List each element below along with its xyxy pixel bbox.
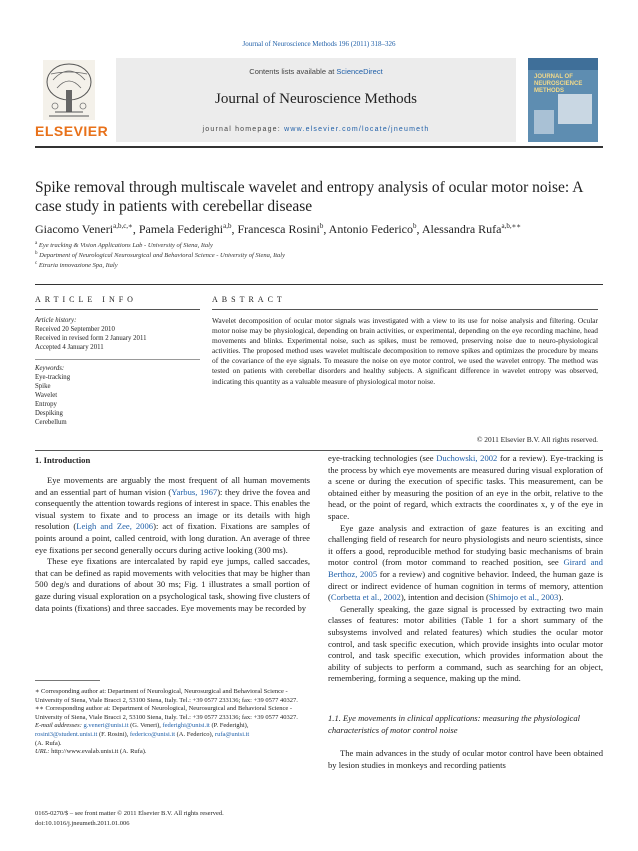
- footnotes: [35, 688, 310, 757]
- contents-line: [116, 67, 516, 76]
- article-title: Spike removal through multiscale wavelet and entropy analysis of ocular motor noise: A case study in patients with cerebellar disease: [35, 179, 583, 215]
- sciencedirect-link[interactable]: ScienceDirect: [336, 67, 383, 76]
- email-link[interactable]: rufa@unisi.it: [214, 730, 250, 738]
- footnote: ∗ Corresponding author at: Department of Neurological, Neurosurgical and Behavioral Science - University of Siena, Viale Bracci 2, 53100 Siena, Italy. Tel.: +39 0577 233136; fax: +39 0577 40327.: [35, 688, 298, 704]
- footnote-emails: [35, 722, 310, 748]
- text-run: (G. Veneri),: [128, 722, 163, 730]
- email-link[interactable]: g.veneri@unisi.it: [83, 722, 129, 730]
- paragraph: [35, 475, 310, 556]
- issn-line: 0165-0270/$ – see front matter © 2011 Elsevier B.V. All rights reserved.: [35, 810, 224, 817]
- citation-link[interactable]: Corbetta et al., 2002: [330, 592, 401, 603]
- info-separator: [35, 359, 200, 360]
- right-column-continued: [328, 748, 603, 771]
- elsevier-logo[interactable]: [35, 60, 109, 139]
- footnote-url: [35, 748, 310, 757]
- email-link[interactable]: federighi@unisi.it: [162, 722, 210, 730]
- keywords-label: Keywords:: [35, 365, 65, 372]
- text-run: ).: [558, 592, 564, 603]
- text-run: for a review). Eye-tracking is the process by which eye movements are measured during visual exploration of a scene or during the execution of specific tasks. This measurement, can be obtained either by measuring the position of an eye in the orbit, relative to the head, or the point of regard, which extracts the coordinates x, y of the eye in space.: [328, 453, 603, 521]
- info-rule: [35, 309, 200, 310]
- affiliation: [35, 251, 285, 259]
- author-affil-marker: a,b: [223, 222, 232, 230]
- text-run: (A. Federico),: [175, 730, 215, 738]
- cover-band: [528, 58, 598, 70]
- keyword: Eye-tracking: [35, 374, 71, 381]
- keywords: [35, 364, 200, 427]
- citation-link[interactable]: Leigh and Zee, 2006: [76, 521, 154, 532]
- author-name[interactable]: Alessandra Rufa: [421, 222, 502, 236]
- header-rule: [35, 284, 603, 285]
- email-label: E-mail addresses:: [35, 722, 82, 730]
- text-run: ), intention and decision (: [400, 592, 489, 603]
- contents-prefix: Contents lists available at: [249, 67, 337, 76]
- abstract-text: Wavelet decomposition of ocular motor signals was investigated with a view to its use for noise analysis and filtering. Ocular motor noise may be physiological, depending on brain activities, or experimental, depending on the eye recording machine, head movements and blinks. Experimental noise, such as spikes, must be removed, preserving noise due to neuro-physiological activities. The proposed method uses wavelet multiscale decomposition to remove spikes and optimizes the procedure by means of the covariance of the eye signals. To measure the noise on eye motor control, we used the wavelet entropy. The method was tested on patients with cerebellar disorders and healthy subjects. A significant difference in wavelet entropy was observed, indicating this quantity as a valuable measure of physiological motor noise.: [212, 316, 598, 386]
- affiliation-text: Eye tracking & Vision Applications Lab - University of Siena, Italy: [38, 242, 213, 250]
- author-name[interactable]: Pamela Federighi: [138, 222, 224, 236]
- affiliation: [35, 241, 213, 249]
- masthead-rule: [35, 146, 603, 148]
- elsevier-tree-icon: [43, 60, 95, 120]
- abstract-heading: ABSTRACT: [212, 295, 286, 304]
- email-link[interactable]: rosini3@student.unisi.it: [35, 730, 98, 738]
- citation-link[interactable]: Yarbus, 1967: [171, 486, 218, 497]
- keyword: Entropy: [35, 401, 57, 408]
- text-run: for a review) and cognitive behavior. Indeed, the human gaze is direct or indirect evidence of human cognition in terms of memory, attention (: [328, 568, 603, 603]
- keyword: Cerebellum: [35, 419, 67, 426]
- author-name[interactable]: Antonio Federico: [328, 222, 413, 236]
- article-info-heading: ARTICLE INFO: [35, 295, 137, 304]
- abstract-rule: [212, 309, 598, 310]
- text-run: eye-tracking technologies (see: [328, 453, 437, 463]
- citation-link[interactable]: Girard and Berthoz, 2005: [328, 557, 603, 579]
- author-name[interactable]: Giacomo Veneri: [35, 222, 114, 236]
- history-item: Received 20 September 2010: [35, 326, 115, 333]
- article-history: [35, 316, 200, 352]
- footnote: ∗∗ Corresponding author at: Department of Neurological, Neurosurgical and Behavioral Science - University of Siena, Viale Bracci 2, 53100 Siena, Italy. Tel.: +39 0577 233136; fax: +39 0577 40327.: [35, 705, 298, 721]
- keyword: Wavelet: [35, 392, 58, 399]
- affiliation: [35, 261, 118, 269]
- email-link[interactable]: federico@unisi.it: [129, 730, 176, 738]
- citation-link[interactable]: Shimojo et al., 2003: [488, 592, 559, 603]
- history-item: Received in revised form 2 January 2011: [35, 335, 147, 342]
- text-run: ): they drive the fovea and consequently the attention towards regions of interest in space. This enables the visual system to fixate and to process an image or its details with high resolution (: [35, 486, 310, 532]
- cover-figure: [558, 94, 592, 124]
- affiliation-marker: a: [35, 241, 38, 246]
- homepage-line: [116, 126, 516, 133]
- history-item: Accepted 4 January 2011: [35, 344, 104, 351]
- author-name[interactable]: Francesca Rosini: [237, 222, 320, 236]
- journal-cover-image[interactable]: [528, 58, 598, 142]
- text-run: ): act of fixation. Fixations are samples of points around a point, called centroid, with long duration. An average of three eye fixations per second generally occurs during active looking (300 ms).: [35, 521, 310, 555]
- text-run: Eye gaze analysis and extraction of gaze features is an exciting and challenging field of research for neuro physiologists and neuro scientists, since it offers a good, reproducible method for studying basic mechanisms of brain motor control (from motor command to reached position, see: [328, 522, 603, 568]
- url-label: URL:: [35, 748, 50, 756]
- running-header[interactable]: Journal of Neuroscience Methods 196 (2011) 318–326: [242, 40, 396, 48]
- section-heading: 1. Introduction: [35, 455, 91, 465]
- abstract-copyright: © 2011 Elsevier B.V. All rights reserved.: [476, 435, 598, 444]
- homepage-prefix: journal homepage:: [202, 126, 285, 133]
- affiliation-marker: b: [35, 251, 38, 256]
- doi-line[interactable]: doi:10.1016/j.jneumeth.2011.01.006: [35, 820, 130, 827]
- text-run: Eye movements are arguably the most frequent of all human movements and an essential part of human vision (: [35, 475, 310, 497]
- cover-title: JOURNAL OF NEUROSCIENCE METHODS: [534, 74, 583, 94]
- paragraph: Generally speaking, the gaze signal is processed by extracting two main classes of features: motor abilities (Table 1 for a short summary of the subsystems involved and related features) which studies the ocular motor control, and task specific execution, which provide insights into ocular motor control, and task specific execution, which provides information about the ability of subjects to perform a command, such as searching for an object, remembering, forming a sequence, making up the mind.: [328, 603, 603, 684]
- author-affil-marker: b: [412, 222, 417, 230]
- abstract-bottom-rule: [35, 450, 603, 451]
- homepage-link[interactable]: www.elsevier.com/locate/jneumeth: [284, 126, 430, 133]
- right-column: [328, 453, 603, 685]
- history-label: Article history:: [35, 317, 77, 324]
- subsection-heading: 1.1. Eye movements in clinical applications: measuring the physiological characteristics of motor control noise: [328, 713, 581, 735]
- affiliation-marker: c: [35, 261, 38, 266]
- publisher-wordmark: ELSEVIER: [35, 123, 109, 139]
- journal-title: Journal of Neuroscience Methods: [214, 91, 418, 107]
- paragraph: [328, 453, 603, 523]
- paragraph: The main advances in the study of ocular motor control have been obtained by lesion studies in monkeys and recording patients: [328, 748, 603, 770]
- paragraph: [328, 523, 603, 604]
- url-text[interactable]: http://www.evalab.unisi.it (A. Rufa).: [49, 748, 147, 756]
- paragraph: These eye fixations are intercalated by rapid eye jumps, called saccades, that can be defined as rapid movements with velocities that may be higher than 500 deg/s and durations of about 30 ms; Fig. 1 illustrates a small portion of gaze during visual exploration on a psychological task, showing five clusters of data points (fixations) and three saccades. Eye movements may be recorded by: [35, 556, 310, 613]
- author-affil-marker: a,b,c,∗: [113, 222, 133, 230]
- footnote-rule: [35, 680, 100, 681]
- author-affil-marker: b: [319, 222, 324, 230]
- left-column: [35, 475, 310, 614]
- text-run: (A. Rufa).: [35, 739, 62, 747]
- text-run: (P. Federighi),: [209, 722, 249, 730]
- author-list: Giacomo Veneri$^{a,b,c,∗}$, Pamela Federighi$^{a,b}$, Francesca Rosini$^b$, Antonio Federico$^b$, Alessandra Rufa$^{a,b,∗∗}$: [35, 222, 522, 236]
- text-run: (F. Rosini),: [97, 730, 130, 738]
- author-affil-marker: a,b,∗∗: [501, 222, 522, 230]
- keyword: Despiking: [35, 410, 63, 417]
- keyword: Spike: [35, 383, 51, 390]
- affiliation-text: Etruria innovazione Spa, Italy: [38, 262, 118, 270]
- cover-figure-secondary: [534, 110, 554, 134]
- affiliation-text: Department of Neurological Neurosurgical and Behavioral Science - University of Siena, Italy: [39, 252, 285, 260]
- citation-link[interactable]: Duchowski, 2002: [436, 453, 498, 463]
